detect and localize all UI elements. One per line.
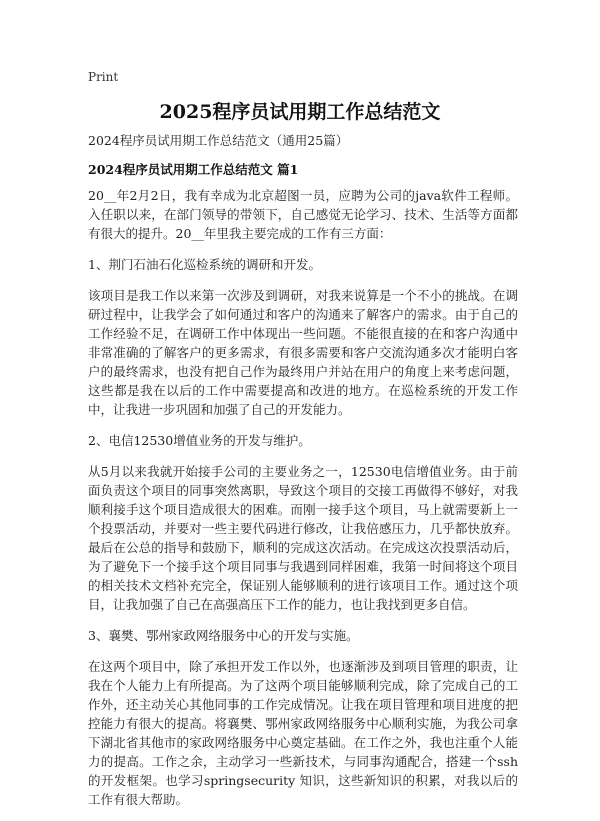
document-body xyxy=(88,186,518,821)
section-title: 2024程序员试用期工作总结范文 篇1 xyxy=(88,162,299,177)
intro-paragraph: 20__年2月2日，我有幸成为北京超图一员，应聘为公司的java软件工程师。入任职以来，在部门领导的带领下，自己感觉无论学习、技术、生活等方面都有很大的提升。20__年里我主要完成的工作有三方面： xyxy=(88,188,518,241)
item-paragraph-1: 该项目是我工作以来第一次涉及到调研，对我来说算是一个不小的挑战。在调研过程中，让我学会了如何通过和客户的沟通来了解客户的需求。由于自己的工作经验不足，在调研工作中体现出一些问题。不能很直接的在和客户沟通中非常准确的了解客户的更多需求，有很多需要和客户交流沟通多次才能明白客户的最终需求，也没有把自己作为最终用户并站在用户的角度上来考虑问题，这些都是我在以后的工作中需要提高和改进的地方。在巡检系统的开发工作中，让我进一步巩固和加强了自己的开发能力。 xyxy=(88,288,518,417)
item-paragraph-2: 从5月以来我就开始接手公司的主要业务之一，12530电信增值业务。由于前面负责这个项目的同事突然离职，导致这个项目的交接工再做得不够好，对我顺利接手这个项目造成很大的困难。而刚一接手这个项目，马上就需要新上一个投票活动，并要对一些主要代码进行修改，让我倍感压力，几乎都快放弃。最后在公总的指导和鼓励下，顺利的完成这次活动。在完成这次投票活动后，为了避免下一个接手这个项目同事与我遇到同样困难，我第一时间将这个项目的相关技术文档补充完全，保证别人能够顺利的进行该项目工作。通过这个项目，让我加强了自己在高强高压下工作的能力，也让我找到更多自信。 xyxy=(88,464,518,612)
document-subtitle: 2024程序员试用期工作总结范文（通用25篇） xyxy=(88,133,349,148)
item-heading-2: 2、电信12530增值业务的开发与维护。 xyxy=(88,433,311,448)
item-heading-3: 3、襄樊、鄂州家政网络服务中心的开发与实施。 xyxy=(88,628,359,643)
print-label: Print xyxy=(88,70,119,84)
item-heading-1: 1、荆门石油石化巡检系统的调研和开发。 xyxy=(88,257,321,272)
item-paragraph-3: 在这两个项目中，除了承担开发工作以外，也逐渐涉及到项目管理的职责，让我在个人能力上有所提高。为了这两个项目能够顺利完成，除了完成自己的工作外，还主动关心其他同事的工作完成情况。让我在项目管理和项目进度的把控能力有很大的提高。将襄樊、鄂州家政网络服务中心顺利实施，为我公司拿下湖北省其他市的家政网络服务中心奠定基础。在工作之外，我也注重个人能力的提高。工作之余，主动学习一些新技术，与同事沟通配合，搭建一个ssh的开发框架。也学习springsecurity 知识，这些新知识的积累，对我以后的工作有很大帮助。 xyxy=(88,659,518,807)
document-title: 2025程序员试用期工作总结范文 xyxy=(159,101,441,123)
